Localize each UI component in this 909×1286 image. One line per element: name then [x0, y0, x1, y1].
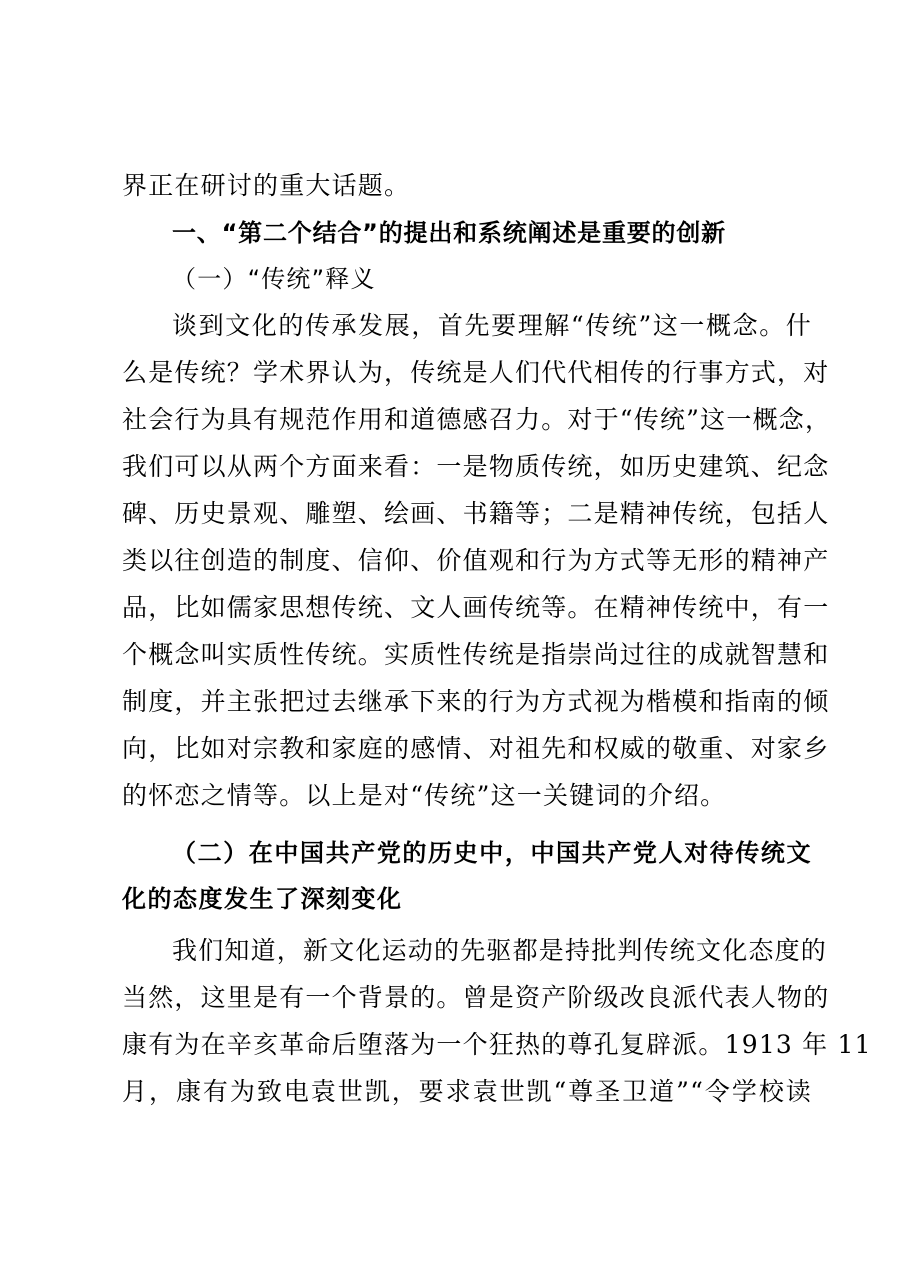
section-heading-1: 一、“第二个结合”的提出和系统阐述是重要的创新 — [172, 219, 726, 247]
subsection-heading-2-line-2: 化的态度发生了深刻变化 — [122, 885, 403, 913]
paragraph-1-line-2: 么是传统？学术界认为，传统是人们代代相传的行事方式，对 — [122, 358, 830, 387]
paragraph-1-line-5: 碑、历史景观、雕塑、绘画、书籍等；二是精神传统，包括人 — [122, 499, 830, 528]
paragraph-2-line-4: 月，康有为致电袁世凯，要求袁世凯“尊圣卫道”“令学校读 — [122, 1077, 812, 1106]
subsection-heading-1: （一）“传统”释义 — [172, 265, 376, 293]
paragraph-1-line-3: 社会行为具有规范作用和道德感召力。对于“传统”这一概念， — [122, 405, 832, 434]
paragraph-1-line-7: 品，比如儒家思想传统、文人画传统等。在精神传统中，有一 — [122, 593, 830, 622]
paragraph-1-line-11: 的怀恋之情等。以上是对“传统”这一关键词的介绍。 — [122, 781, 727, 810]
paragraph-1-line-4: 我们可以从两个方面来看：一是物质传统，如历史建筑、纪念 — [122, 452, 830, 481]
paragraph-2-line-2: 当然，这里是有一个背景的。曾是资产阶级改良派代表人物的 — [122, 983, 830, 1012]
paragraph-1-line-1: 谈到文化的传承发展，首先要理解“传统”这一概念。什 — [172, 311, 812, 340]
subsection-heading-2-line-1: （二）在中国共产党的历史中，中国共产党人对待传统文 — [172, 839, 812, 867]
paragraph-continuation-line: 界正在研讨的重大话题。 — [122, 171, 411, 200]
paragraph-1-line-6: 类以往创造的制度、信仰、价值观和行为方式等无形的精神产 — [122, 546, 830, 575]
paragraph-1-line-9: 制度，并主张把过去继承下来的行为方式视为楷模和指南的倾 — [122, 687, 830, 716]
paragraph-2-line-1: 我们知道，新文化运动的先驱都是持批判传统文化态度的 — [172, 936, 828, 965]
paragraph-2-line-3: 康有为在辛亥革命后堕落为一个狂热的尊孔复辟派。1913 年 11 — [122, 1030, 872, 1059]
paragraph-1-line-8: 个概念叫实质性传统。实质性传统是指崇尚过往的成就智慧和 — [122, 640, 830, 669]
paragraph-1-line-10: 向，比如对宗教和家庭的感情、对祖先和权威的敬重、对家乡 — [122, 734, 830, 763]
